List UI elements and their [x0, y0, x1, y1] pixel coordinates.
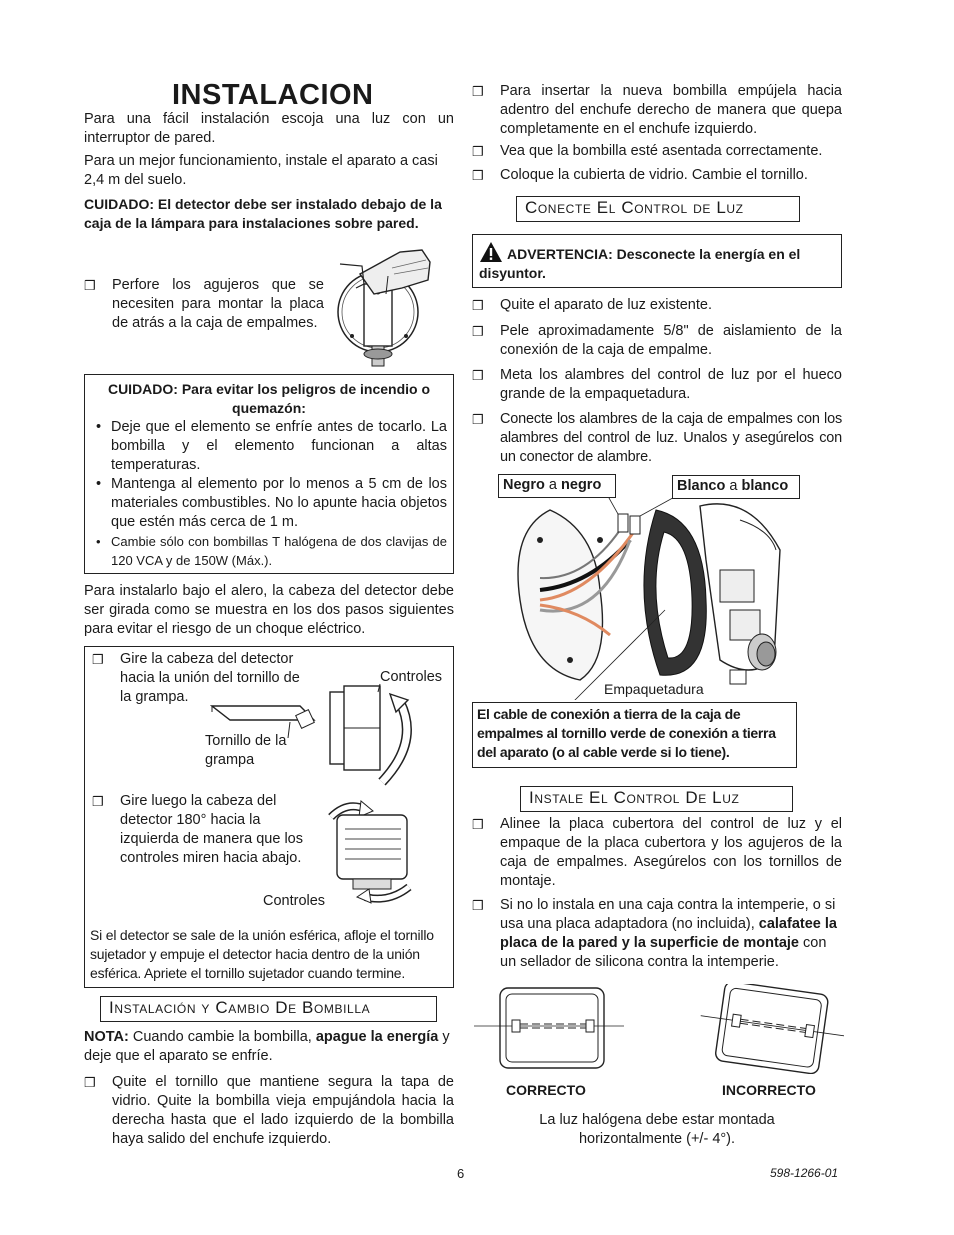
install-step-2: [472, 896, 844, 972]
checkbox-icon: ❒: [472, 324, 484, 339]
fire-caution-box: [84, 374, 454, 574]
install-step-1: [472, 815, 842, 891]
connect-step-4: [472, 410, 842, 467]
nota-text-1: Cuando cambie la bombilla,: [128, 1029, 316, 1045]
rotate-step-2: [92, 792, 322, 868]
bulb-heading-text: Instalación y Cambio De Bombilla: [109, 998, 371, 1017]
page-number: 6: [457, 1166, 465, 1181]
checkbox-icon: ❒: [472, 84, 484, 99]
connect-step-1-text: Quite el aparato de luz existente.: [500, 297, 712, 313]
bulb-nota: [84, 1028, 456, 1066]
nota-label: NOTA:: [84, 1029, 129, 1045]
bulb-step-4: [472, 166, 842, 185]
intro-paragraph-2: Para un mejor funcionamiento, instale el aparato a casi 2,4 m del suelo.: [84, 153, 438, 188]
bulb-step-3-text: Vea que la bombilla esté asentada correctamente.: [500, 143, 823, 159]
rotate-step-1-text: Gire la cabeza del detector hacia la unión del tornillo de la grampa.: [120, 651, 300, 705]
drill-step-text: Perfore los agujeros que se necesiten para montar la placa de atrás a la caja de empalmes.: [112, 277, 324, 331]
correct-diagram: [474, 988, 624, 1068]
install-step-2-text: [500, 896, 844, 972]
bulb-step-1: [84, 1073, 454, 1149]
controles-label-1: Controles: [380, 669, 443, 685]
nota-text-2: y deje que el aparato se enfríe.: [84, 1029, 450, 1064]
fire-caution-title: CUIDADO: Para evitar los peligros de incendio o quemazón:: [107, 381, 431, 416]
checkbox-icon: ❒: [472, 168, 484, 183]
list-item: • Deje que el elemento se enfríe antes de tocarlo. La bombilla y el elemento funcionan a altas temperaturas.: [91, 418, 447, 475]
rotate-illustration-2: [325, 795, 420, 905]
connect-heading: [516, 196, 800, 222]
install-heading-text: Instale El Control De Luz: [529, 788, 740, 807]
negro-label-mid: a: [544, 477, 562, 493]
install-step-2-part-c: con un sellador de silicona contra la intemperie.: [500, 935, 827, 970]
blanco-label: [672, 475, 800, 499]
rotate-illustration-1: [210, 682, 425, 787]
ground-text: El cable de conexión a tierra de la caja de empalmes al tornillo verde de conexión a tierra del aparato (o al cable verde si lo tiene).: [477, 706, 776, 760]
bulb-heading: [100, 996, 437, 1022]
warning-text: ADVERTENCIA: Desconecte la energía en el disyuntor.: [479, 246, 801, 281]
tornillo-label: Tornillo de la grampa: [205, 733, 287, 768]
nota-bold: apague la energía: [315, 1029, 439, 1045]
eave-paragraph: Para instalarlo bajo el alero, la cabeza del detector debe ser girada como se muestra en los dos pasos siguientes para evitar el riesgo de un choque eléctrico.: [84, 583, 454, 637]
bulb-step-1-text: Quite el tornillo que mantiene segura la tapa de vidrio. Quite la bombilla vieja empujándola hacia la derecha hasta que el lado izquierdo de la bombilla haya salido del enchufe izquierdo.: [112, 1074, 454, 1147]
checkbox-icon: ❒: [84, 278, 96, 293]
connect-step-1: [472, 296, 842, 315]
install-step-1-text: Alinee la placa cubertora del control de luz y el empaque de la placa cubertora y los agujeros de la caja de empalmes. Asegúrelos con los tornillos de montaje.: [500, 816, 842, 889]
warning-triangle-icon: [479, 241, 503, 263]
negro-label-a: Negro: [503, 477, 545, 493]
checkbox-icon: ❒: [472, 298, 484, 313]
connect-step-2-text: Pele aproximadamente 5/8" de aislamiento de la conexión de la caja de empalme.: [500, 323, 842, 358]
caution-wall-mount: CUIDADO: El detector debe ser instalado debajo de la caja de la lámpara para instalaciones sobre pared.: [84, 196, 442, 231]
halogen-orientation-illustration: [474, 984, 844, 1074]
install-heading: [520, 786, 793, 812]
install-step-2-part-b: calafatee la placa de la pared y la superficie de montaje: [500, 916, 837, 951]
blanco-label-mid: a: [725, 478, 742, 494]
checkbox-icon: ❒: [472, 144, 484, 159]
ground-box: [472, 702, 797, 768]
connect-heading-text: Conecte El Control de Luz: [525, 198, 744, 217]
halogen-note: La luz halógena debe estar montada horizontalmente (+/- 4°).: [539, 1112, 775, 1147]
wiring-diagram: [480, 470, 840, 700]
rotate-step-2-text: Gire luego la cabeza del detector 180° hacia la izquierda de manera que los controles miren hacia abajo.: [120, 793, 303, 866]
checkbox-icon: ❒: [472, 898, 484, 913]
correcto-label: CORRECTO: [506, 1082, 586, 1098]
rotate-note: Si el detector se sale de la unión esférica, afloje el tornillo sujetador y empuje el detector hacia dentro de la unión esférica. Apriete el tornillo sujetador cuando termine.: [90, 927, 434, 981]
blanco-label-a: Blanco: [677, 478, 726, 494]
connect-step-3-text: Meta los alambres del control de luz por el hueco grande de la empaquetadura.: [500, 367, 842, 402]
warning-box: [472, 234, 842, 288]
checkbox-icon: ❒: [472, 368, 484, 383]
bulb-step-2-text: Para insertar la nueva bombilla empújela hacia adentro del enchufe derecho de manera que quepa completamente en el enchufe izquierdo.: [500, 83, 842, 137]
list-item: • Cambie sólo con bombillas T halógena de dos clavijas de 120 VCA y de 150W (Máx.).: [91, 532, 447, 570]
connect-step-4-text: Conecte los alambres de la caja de empalmes con los alambres del control de luz. Unalos y asegúrelos con un conector de alambre.: [500, 411, 842, 465]
checkbox-icon: ❒: [84, 1075, 96, 1090]
incorrecto-label: INCORRECTO: [722, 1082, 816, 1098]
bulb-step-4-text: Coloque la cubierta de vidrio. Cambie el tornillo.: [500, 167, 808, 183]
page-title: INSTALACION: [172, 79, 374, 111]
list-item: • Mantenga al elemento por lo menos a 5 cm de los materiales combustibles. No lo apunte hacia objetos que estén más cerca de 1 m.: [91, 475, 447, 532]
fire-caution-list: [91, 418, 447, 570]
negro-label-b: negro: [561, 477, 602, 493]
connect-step-2: [472, 322, 842, 360]
install-step-2-part-a: Si no lo instala en una caja contra la intemperie, o si usa una placa adaptadora (no incluida),: [500, 897, 836, 932]
checkbox-icon: ❒: [472, 412, 484, 427]
document-code: 598-1266-01: [770, 1166, 839, 1180]
drill-illustration: [330, 232, 440, 372]
empaquetadura-label: Empaquetadura: [604, 681, 704, 697]
blanco-label-b: blanco: [741, 478, 789, 494]
bulb-step-2: [472, 82, 842, 139]
checkbox-icon: ❒: [472, 817, 484, 832]
incorrect-diagram: [695, 984, 844, 1074]
controles-label-2: Controles: [263, 893, 326, 909]
checkbox-icon: ❒: [92, 794, 104, 809]
connect-step-3: [472, 366, 842, 404]
intro-paragraph-1: Para una fácil instalación escoja una luz con un interruptor de pared.: [84, 111, 454, 146]
drill-step: [84, 276, 324, 333]
bulb-step-3: [472, 142, 842, 161]
checkbox-icon: ❒: [92, 652, 104, 667]
negro-label: [498, 474, 616, 498]
